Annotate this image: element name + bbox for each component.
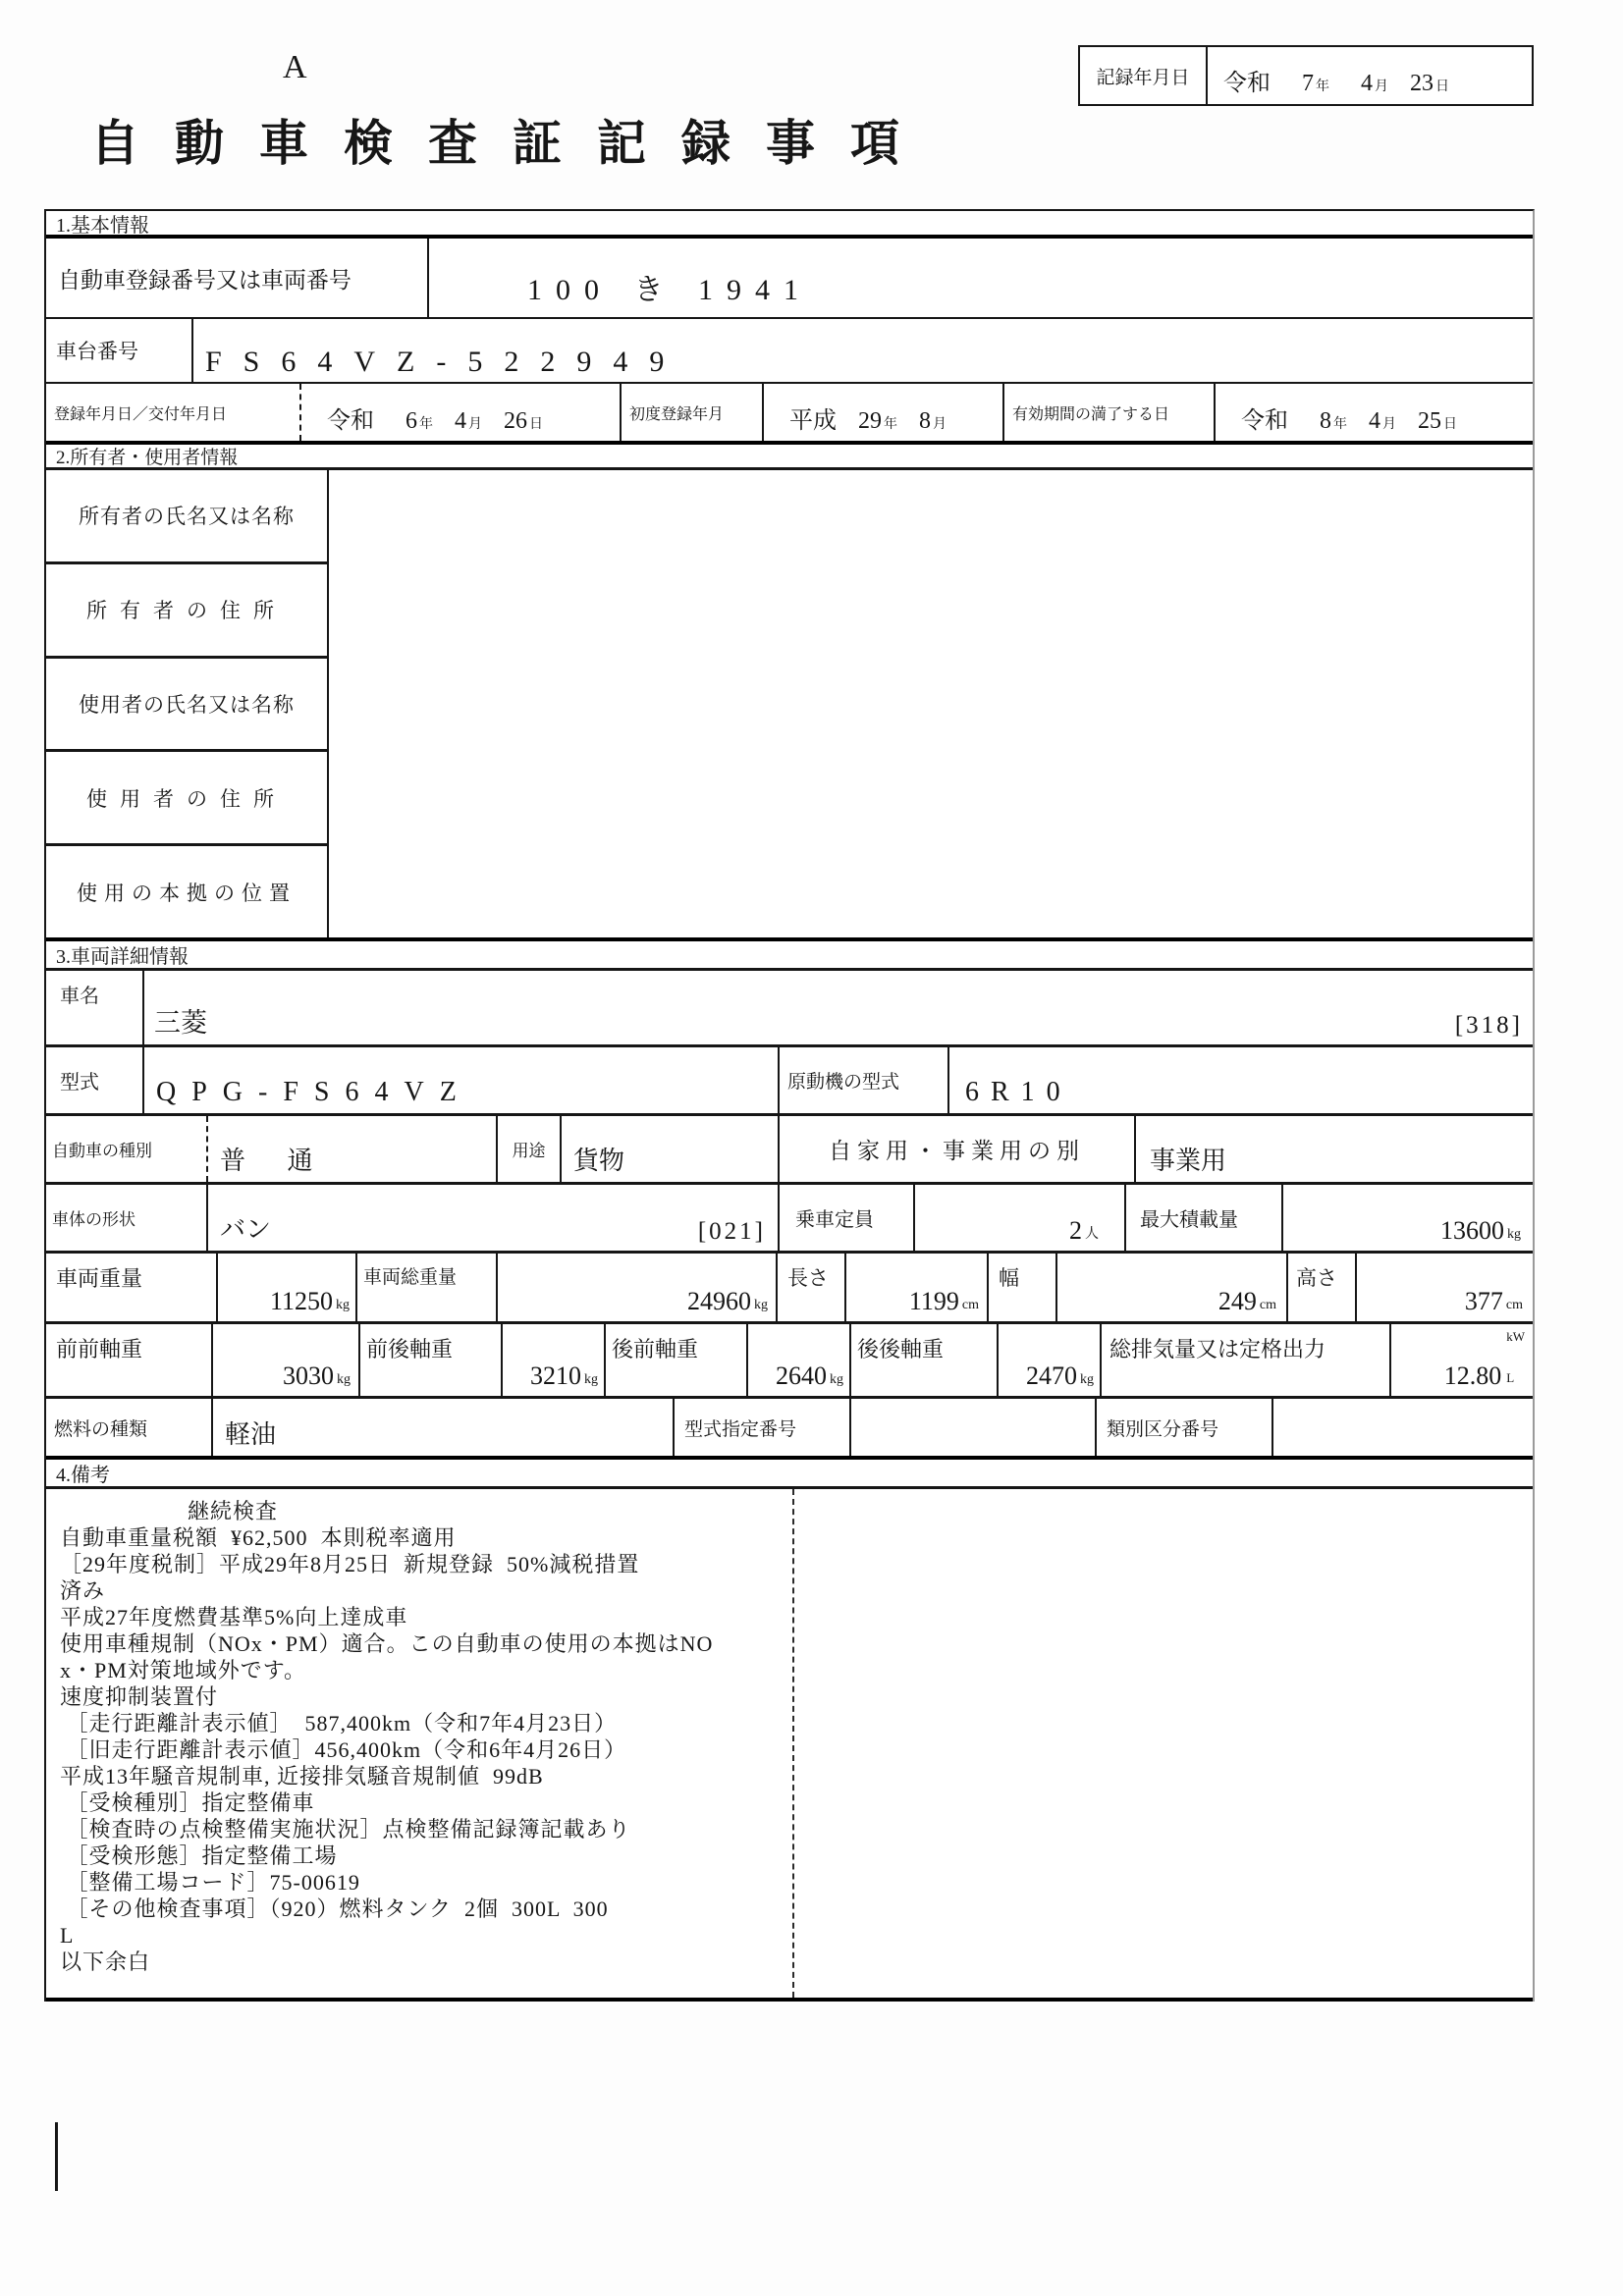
unit-year: 年 — [419, 417, 433, 432]
section3-heading: 3.車両詳細情報 — [46, 941, 1533, 971]
class-no-value-empty — [1273, 1399, 1533, 1456]
displacement-value — [1391, 1324, 1533, 1396]
unit-month: 月 — [1382, 417, 1396, 432]
expiry-label: 有効期間の満了する日 — [1004, 384, 1216, 441]
unit-kg: kg — [754, 1298, 768, 1312]
axle-rr-value — [999, 1324, 1102, 1396]
length-value — [846, 1254, 989, 1321]
business-label: 自家用・事業用の別 — [780, 1116, 1136, 1182]
model-label: 型式 — [46, 1047, 144, 1113]
axle-ff-label: 前前軸重 — [46, 1324, 213, 1396]
section4-heading: 4.備考 — [46, 1460, 1533, 1489]
first-reg-label: 初度登録年月 — [622, 384, 764, 441]
first-reg-year: 29 — [858, 408, 882, 434]
reg-date-era: 令和 — [327, 408, 374, 434]
use-label: 用途 — [498, 1116, 562, 1182]
remark-line: 速度抑制装置付 — [60, 1684, 219, 1709]
record-date-value — [1208, 47, 1532, 104]
max-load-label: 最大積載量 — [1126, 1185, 1283, 1251]
reg-number-label: 自動車登録番号又は車両番号 — [46, 239, 429, 317]
record-date-month: 4 — [1361, 71, 1373, 96]
capacity-value — [915, 1185, 1126, 1251]
max-load-value — [1283, 1185, 1533, 1251]
axle-rf-value — [748, 1324, 851, 1396]
remark-line: 平成27年度燃費基準5%向上達成車 — [60, 1605, 408, 1629]
body-shape-label: 車体の形状 — [46, 1185, 208, 1251]
remark-line: ［旧走行距離計表示値］456,400km（令和6年4月26日） — [60, 1737, 627, 1762]
unit-month: 月 — [933, 417, 947, 432]
row-chassis-number — [46, 319, 1533, 384]
unit-liter: L — [1506, 1370, 1515, 1385]
use-value: 貨物 — [562, 1116, 780, 1182]
unit-day: 日 — [1435, 80, 1449, 94]
expiry-year: 8 — [1320, 408, 1331, 434]
reg-date-label: 登録年月日／交付年月日 — [46, 384, 301, 441]
reg-date-value — [301, 384, 622, 441]
chassis-value: FS64VZ-522949 — [205, 346, 686, 378]
expiry-month: 4 — [1369, 408, 1380, 434]
page-corner-mark: A — [283, 49, 307, 85]
axle-ff-number: 3030 — [283, 1362, 334, 1390]
record-date-label: 記録年月日 — [1080, 47, 1208, 104]
remark-line: 平成13年騒音規制車, 近接排気騒音規制値 99dB — [60, 1764, 544, 1789]
reg-date-month: 4 — [455, 408, 466, 434]
remark-line: 使用車種規制（NOx・PM）適合。この自動車の使用の本拠はNO — [60, 1631, 714, 1656]
unit-kg: kg — [336, 1298, 350, 1312]
remark-line: x・PM対策地域外です。 — [60, 1658, 307, 1682]
user-address-label: 使用者の住所 — [46, 752, 327, 846]
row-dates — [46, 384, 1533, 445]
owner-address-label: 所有者の住所 — [46, 564, 327, 659]
unit-kg: kg — [830, 1372, 843, 1387]
length-label: 長さ — [778, 1254, 846, 1321]
unit-kg: kg — [1080, 1372, 1094, 1387]
remark-line: 継続検査 — [60, 1499, 279, 1523]
weight-value — [218, 1254, 357, 1321]
category-value: 普 通 — [208, 1116, 498, 1182]
record-date-box — [1078, 45, 1534, 106]
axle-fr-label: 前後軸重 — [360, 1324, 503, 1396]
unit-year: 年 — [884, 417, 897, 432]
unit-cm: cm — [961, 1298, 979, 1312]
owner-info-body — [46, 470, 1533, 941]
displacement-number: 12.80 — [1443, 1362, 1502, 1390]
gross-weight-number: 24960 — [687, 1287, 751, 1315]
row-weights-dimensions — [46, 1254, 1533, 1324]
row-model — [46, 1047, 1533, 1116]
car-name-value: 三菱 — [154, 1008, 207, 1038]
car-name-cell — [144, 971, 1533, 1044]
reg-date-year: 6 — [406, 408, 417, 434]
type-cert-label: 型式指定番号 — [675, 1399, 851, 1456]
engine-model-value: 6R10 — [965, 1077, 1072, 1107]
height-number: 377 — [1464, 1287, 1503, 1315]
business-value: 事業用 — [1150, 1147, 1227, 1175]
first-reg-month: 8 — [919, 408, 931, 434]
reg-date-day: 26 — [504, 408, 527, 434]
width-value — [1057, 1254, 1288, 1321]
capacity-number: 2 — [1069, 1216, 1082, 1245]
row-fuel-cert — [46, 1399, 1533, 1460]
owner-info-label-column — [46, 470, 329, 937]
unit-cm: cm — [1259, 1298, 1276, 1312]
width-number: 249 — [1217, 1287, 1257, 1315]
max-load-number: 13600 — [1440, 1216, 1504, 1245]
unit-person: 人 — [1085, 1227, 1099, 1242]
expiry-era: 令和 — [1241, 408, 1288, 434]
section2-heading: 2.所有者・使用者情報 — [46, 445, 1533, 470]
unit-month: 月 — [468, 417, 482, 432]
body-shape-cell — [208, 1185, 780, 1251]
remark-line: ［整備工場コード］75-00619 — [60, 1870, 360, 1895]
axle-ff-value — [213, 1324, 360, 1396]
expiry-day: 25 — [1418, 408, 1441, 434]
height-value — [1357, 1254, 1533, 1321]
fuel-label: 燃料の種類 — [46, 1399, 213, 1456]
row-body-capacity-load — [46, 1185, 1533, 1254]
record-date-year: 7 — [1302, 71, 1314, 96]
height-label: 高さ — [1288, 1254, 1357, 1321]
first-reg-era: 平成 — [789, 408, 837, 434]
category-label: 自動車の種別 — [46, 1116, 208, 1182]
unit-kw: kW — [1506, 1329, 1525, 1344]
unit-year: 年 — [1316, 80, 1329, 94]
engine-model-label: 原動機の型式 — [780, 1047, 949, 1113]
unit-day: 日 — [1443, 417, 1457, 432]
page-title: 自動車検査証記録事項 — [90, 116, 935, 171]
weight-label: 車両重量 — [46, 1254, 218, 1321]
remark-line: ［走行距離計表示値］ 587,400km（令和7年4月23日） — [60, 1711, 618, 1735]
body-shape-value: バン — [220, 1215, 272, 1244]
row-category-use — [46, 1116, 1533, 1185]
axle-rr-label: 後後軸重 — [851, 1324, 999, 1396]
axle-rf-label: 後前軸重 — [606, 1324, 748, 1396]
remark-line: ［29年度税制］平成29年8月25日 新規登録 50%減税措置 — [60, 1552, 640, 1576]
row-registration-number — [46, 239, 1533, 319]
unit-kg: kg — [337, 1372, 351, 1387]
remark-line: 自動車重量税額 ¥62,500 本則税率適用 — [60, 1525, 457, 1550]
remark-line: ［その他検査事項］（920）燃料タンク 2個 300L 300 — [60, 1896, 609, 1921]
unit-day: 日 — [529, 417, 543, 432]
car-name-code: [318] — [1454, 1012, 1523, 1039]
axle-fr-value — [503, 1324, 606, 1396]
record-date-day: 23 — [1410, 71, 1434, 96]
chassis-label: 車台番号 — [46, 319, 193, 382]
axle-rr-number: 2470 — [1026, 1362, 1077, 1390]
row-axle-weights — [46, 1324, 1533, 1399]
remark-line: L — [60, 1923, 75, 1948]
owner-name-label: 所有者の氏名又は名称 — [46, 470, 327, 564]
width-label: 幅 — [989, 1254, 1057, 1321]
unit-year: 年 — [1333, 417, 1347, 432]
record-date-era: 令和 — [1223, 71, 1271, 96]
displacement-units — [1501, 1324, 1527, 1391]
reg-number-value: 100 き 1941 — [527, 274, 812, 306]
axle-rf-number: 2640 — [776, 1362, 827, 1390]
row-car-name — [46, 971, 1533, 1047]
gross-weight-label: 車両総重量 — [357, 1254, 498, 1321]
remark-line: ［受検形態］指定整備工場 — [60, 1843, 338, 1868]
unit-kg: kg — [1507, 1227, 1521, 1242]
gross-weight-value — [498, 1254, 778, 1321]
remark-line: 済み — [60, 1578, 106, 1603]
body-shape-code: [021] — [697, 1218, 766, 1245]
remark-line: ［受検種別］指定整備車 — [60, 1790, 315, 1815]
remark-line: 以下余白 — [60, 1949, 151, 1974]
owner-info-empty-area — [329, 470, 1533, 937]
section1-heading: 1.基本情報 — [46, 211, 1533, 239]
length-number: 1199 — [908, 1287, 959, 1315]
base-location-label: 使用の本拠の位置 — [77, 881, 297, 905]
axle-fr-number: 3210 — [530, 1362, 581, 1390]
certificate-table — [44, 209, 1535, 2002]
type-cert-value-empty — [851, 1399, 1097, 1456]
remarks-body — [46, 1489, 1533, 2002]
unit-month: 月 — [1375, 80, 1388, 94]
user-name-label: 使用者の氏名又は名称 — [46, 659, 327, 753]
unit-kg: kg — [584, 1372, 598, 1387]
capacity-label: 乗車定員 — [780, 1185, 915, 1251]
unit-cm: cm — [1505, 1298, 1523, 1312]
fuel-value: 軽油 — [213, 1399, 675, 1456]
remarks-column-divider — [792, 1489, 794, 1998]
weight-number: 11250 — [269, 1287, 333, 1315]
scan-artifact-mark — [55, 2122, 58, 2191]
expiry-value — [1216, 384, 1533, 441]
remark-line: ［検査時の点検整備実施状況］点検整備記録簿記載あり — [60, 1817, 631, 1842]
model-value: QPG-FS64VZ — [144, 1047, 780, 1113]
displacement-label: 総排気量又は定格出力 — [1102, 1324, 1391, 1396]
car-name-label: 車名 — [46, 971, 144, 1044]
class-no-label: 類別区分番号 — [1097, 1399, 1273, 1456]
first-reg-value — [764, 384, 1004, 441]
